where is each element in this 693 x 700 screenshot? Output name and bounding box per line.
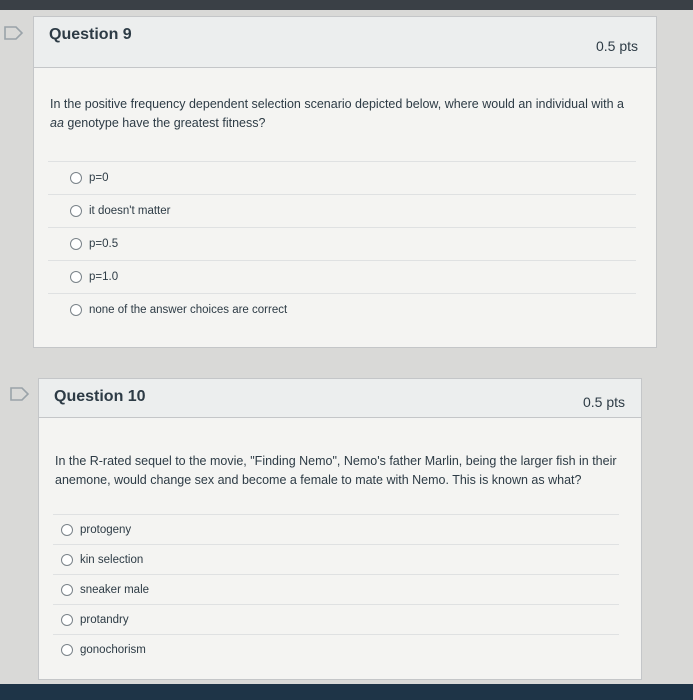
answer-label: none of the answer choices are correct bbox=[89, 304, 288, 316]
answer-option[interactable] bbox=[48, 293, 636, 326]
question-card-10 bbox=[38, 378, 642, 680]
answer-label: p=0.5 bbox=[89, 238, 119, 250]
radio-icon[interactable] bbox=[61, 644, 73, 656]
radio-icon[interactable] bbox=[70, 271, 82, 283]
question-points: 0.5 pts bbox=[595, 38, 638, 54]
answer-option[interactable] bbox=[53, 634, 619, 664]
answer-option[interactable] bbox=[48, 260, 636, 293]
answer-label: kin selection bbox=[80, 553, 144, 566]
answer-option[interactable] bbox=[48, 227, 636, 260]
question-header bbox=[39, 379, 641, 418]
answer-option[interactable] bbox=[53, 514, 619, 544]
answer-option[interactable] bbox=[53, 604, 619, 634]
answer-list bbox=[39, 514, 641, 664]
answer-label: p=1.0 bbox=[89, 271, 119, 283]
answer-option[interactable] bbox=[53, 574, 619, 604]
answer-label: gonochorism bbox=[80, 643, 146, 656]
radio-icon[interactable] bbox=[70, 304, 82, 316]
question-title: Question 9 bbox=[49, 26, 132, 43]
answer-label: sneaker male bbox=[80, 583, 150, 596]
radio-icon[interactable] bbox=[70, 238, 82, 250]
radio-icon[interactable] bbox=[70, 172, 82, 184]
radio-icon[interactable] bbox=[61, 524, 73, 536]
question-title: Question 10 bbox=[54, 388, 146, 405]
answer-list bbox=[34, 161, 656, 326]
radio-icon[interactable] bbox=[70, 205, 82, 217]
flag-question-icon[interactable] bbox=[10, 387, 30, 401]
question-card-9 bbox=[33, 16, 657, 348]
answer-option[interactable] bbox=[48, 161, 636, 194]
answer-label: p=0 bbox=[89, 172, 109, 184]
flag-question-icon[interactable] bbox=[4, 26, 24, 40]
radio-icon[interactable] bbox=[61, 584, 73, 596]
question-header bbox=[34, 17, 656, 68]
answer-label: protogeny bbox=[80, 523, 132, 536]
question-text: In the positive frequency dependent selection scenario depicted below, where would an individual with a aa genotype have the greatest fitness? bbox=[50, 97, 624, 130]
bottom-browser-bar bbox=[0, 684, 693, 700]
radio-icon[interactable] bbox=[61, 554, 73, 566]
radio-icon[interactable] bbox=[61, 614, 73, 626]
question-text: In the R-rated sequel to the movie, "Finding Nemo", Nemo's father Marlin, being the larger fish in their anemone, would change sex and become a female to mate with Nemo. This is known as what? bbox=[55, 454, 617, 487]
answer-label: it doesn't matter bbox=[89, 205, 171, 217]
answer-option[interactable] bbox=[53, 544, 619, 574]
answer-option[interactable] bbox=[48, 194, 636, 227]
top-browser-bar bbox=[0, 0, 693, 10]
answer-label: protandry bbox=[80, 613, 129, 626]
question-points: 0.5 pts bbox=[582, 394, 625, 410]
